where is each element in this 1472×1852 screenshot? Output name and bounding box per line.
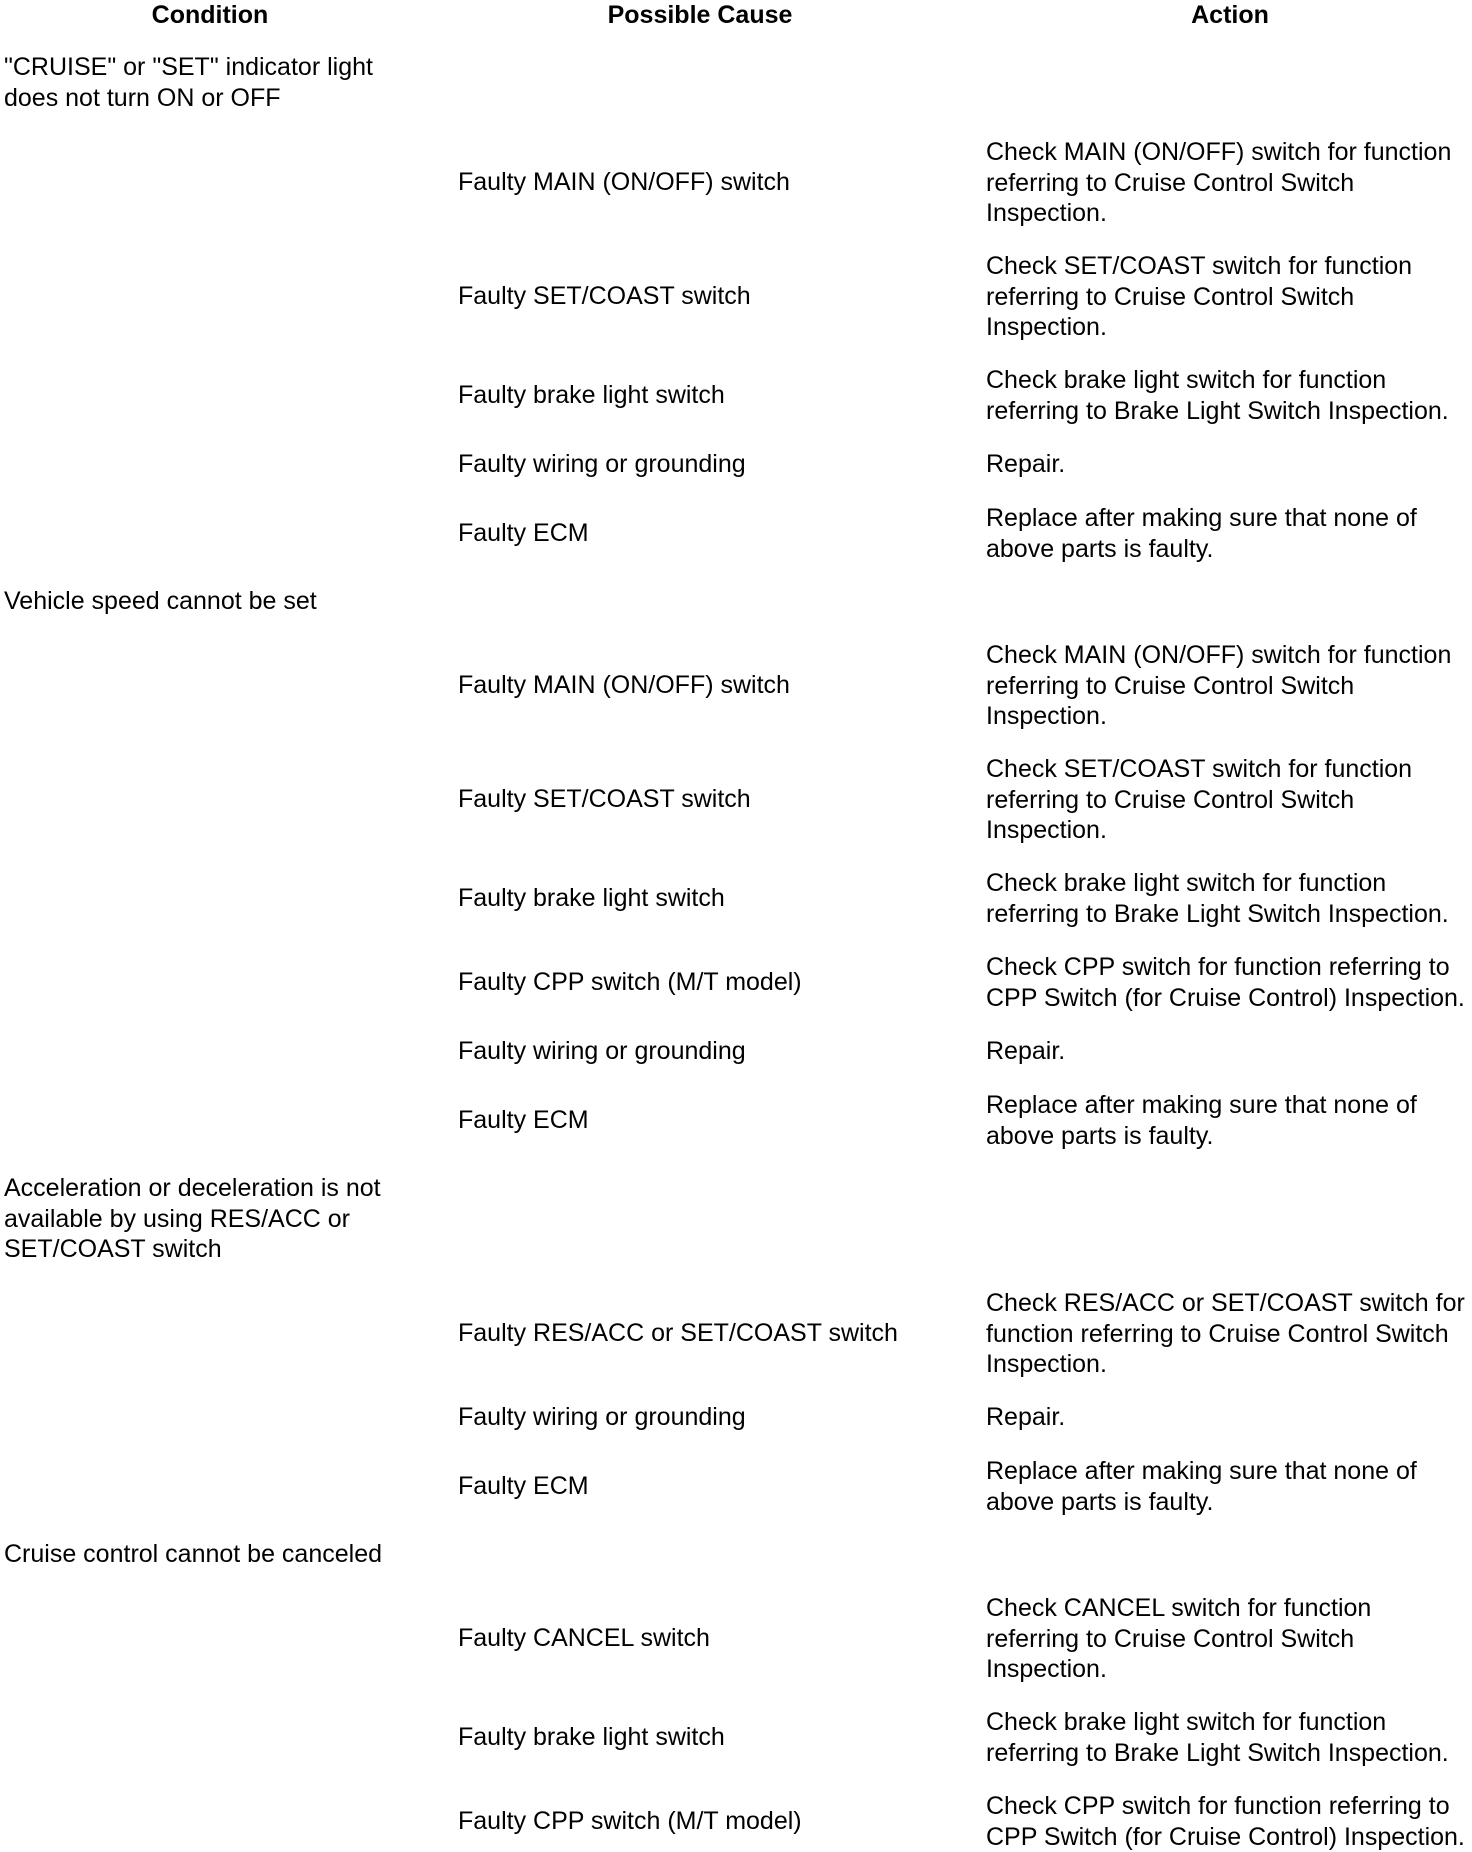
cause-text: Faulty brake light switch — [458, 1723, 725, 1751]
cause-text: Faulty RES/ACC or SET/COAST switch — [458, 1319, 898, 1347]
action-text: Check CPP switch for function referring to CPP Switch (for Cruise Control) Inspection. — [986, 1792, 1465, 1851]
cause-text: Faulty ECM — [458, 1106, 589, 1134]
cause-text: Faulty MAIN (ON/OFF) switch — [458, 168, 790, 196]
condition-text: "CRUISE" or "SET" indicator light does not turn ON or OFF — [4, 53, 373, 112]
header-condition: Condition — [151, 1, 269, 29]
cause-text: Faulty MAIN (ON/OFF) switch — [458, 671, 790, 699]
action-text: Replace after making sure that none of above parts is faulty. — [986, 1091, 1417, 1150]
condition-text: Cruise control cannot be canceled — [4, 1540, 383, 1568]
cause-text: Faulty wiring or grounding — [458, 1037, 746, 1065]
header-possible-cause: Possible Cause — [607, 1, 793, 29]
action-text: Repair. — [986, 1403, 1066, 1431]
cause-text: Faulty CPP switch (M/T model) — [458, 968, 802, 996]
action-text: Replace after making sure that none of above parts is faulty. — [986, 1457, 1417, 1516]
cause-text: Faulty SET/COAST switch — [458, 785, 751, 813]
action-text: Repair. — [986, 1037, 1066, 1065]
action-text: Check brake light switch for function referring to Brake Light Switch Inspection. — [986, 1708, 1449, 1767]
action-text: Repair. — [986, 450, 1066, 478]
action-text: Check CANCEL switch for function referring to Cruise Control Switch Inspection. — [986, 1594, 1372, 1683]
cause-text: Faulty ECM — [458, 1472, 589, 1500]
condition-text: Vehicle speed cannot be set — [4, 587, 317, 615]
action-text: Check SET/COAST switch for function referring to Cruise Control Switch Inspection. — [986, 755, 1413, 844]
condition-text: Acceleration or deceleration is not available by using RES/ACC or SET/COAST switch — [4, 1174, 381, 1263]
action-text: Replace after making sure that none of above parts is faulty. — [986, 504, 1417, 563]
action-text: Check SET/COAST switch for function referring to Cruise Control Switch Inspection. — [986, 252, 1413, 341]
cause-text: Faulty brake light switch — [458, 884, 725, 912]
cause-text: Faulty brake light switch — [458, 381, 725, 409]
cause-text: Faulty ECM — [458, 519, 589, 547]
action-text: Check RES/ACC or SET/COAST switch for function referring to Cruise Control Switch Inspection. — [986, 1289, 1465, 1378]
action-text: Check CPP switch for function referring to CPP Switch (for Cruise Control) Inspection. — [986, 953, 1465, 1012]
action-text: Check brake light switch for function referring to Brake Light Switch Inspection. — [986, 366, 1449, 425]
cause-text: Faulty CPP switch (M/T model) — [458, 1807, 802, 1835]
cause-text: Faulty wiring or grounding — [458, 1403, 746, 1431]
action-text: Check MAIN (ON/OFF) switch for function referring to Cruise Control Switch Inspection. — [986, 138, 1452, 227]
action-text: Check brake light switch for function referring to Brake Light Switch Inspection. — [986, 869, 1449, 928]
cause-text: Faulty CANCEL switch — [458, 1624, 710, 1652]
header-action: Action — [1191, 1, 1269, 29]
cause-text: Faulty wiring or grounding — [458, 450, 746, 478]
action-text: Check MAIN (ON/OFF) switch for function referring to Cruise Control Switch Inspection. — [986, 641, 1452, 730]
cause-text: Faulty SET/COAST switch — [458, 282, 751, 310]
